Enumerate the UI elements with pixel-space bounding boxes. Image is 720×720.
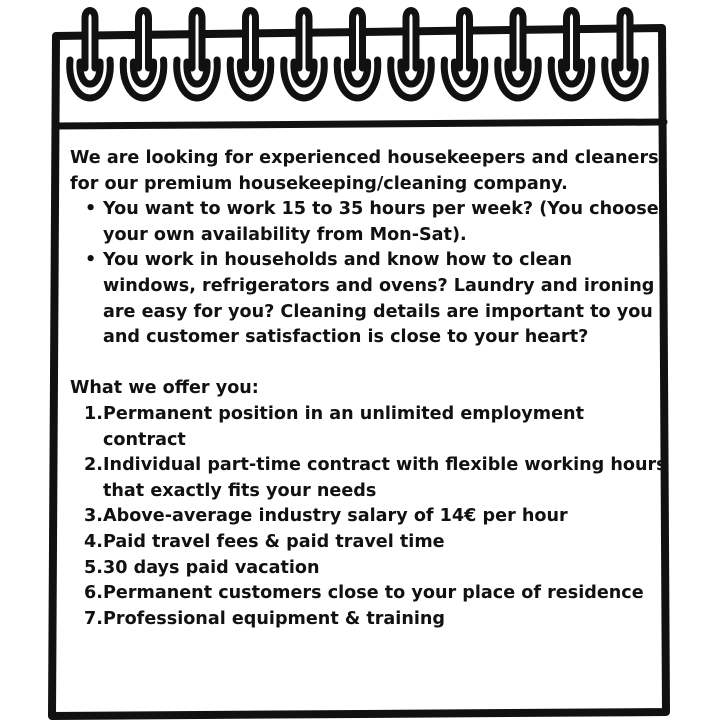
ring-wire [620,11,630,69]
ring-wire [85,11,95,69]
notepad-header-divider [56,122,664,126]
offer-item [70,504,670,530]
offer-item [70,581,670,607]
offer-number: 5. [84,557,103,578]
ring-wire [299,11,309,69]
ring-wire [139,11,149,69]
ring-wire [513,11,523,69]
offer-item [70,530,670,556]
offer-text: 30 days paid vacation [103,557,320,578]
ring-wire [460,11,470,69]
offer-item [70,607,670,633]
offer-text: Above-average industry salary of 14€ per hour [103,506,568,527]
requirement-item: • You work in households and know how to clean windows, refrigerators and ovens? Laundry and ironing are easy for you? Cleaning details are important to you and customer satisfaction is close to your heart? [70,248,670,350]
offer-item [70,453,670,504]
offer-number: 2. [84,455,103,476]
offer-text: Permanent customers close to your place of residence [103,583,644,604]
ring-wire [567,11,577,69]
requirement-item: • You want to work 15 to 35 hours per week? (You choose your own availability from Mon-Sat). [70,197,670,248]
offer-text: Permanent position in an unlimited employment contract [103,403,584,450]
offer-text: Professional equipment & training [103,608,445,629]
offer-text: Paid travel fees & paid travel time [103,531,445,552]
ring-wire [353,11,363,69]
intro-text: We are looking for experienced housekeepers and cleaners for our premium housekeeping/cleaning company. [70,148,659,194]
offer-list [70,402,670,632]
ring-wire [246,11,256,69]
offer-text: Individual part-time contract with flexible working hours that exactly fits your needs [103,455,667,501]
offer-number: 6. [84,583,103,604]
ring-wire [406,11,416,69]
offer-number: 1. [84,403,103,424]
offer-number: 7. [84,608,103,629]
ring-wire [192,11,202,69]
notepad-text [70,146,670,632]
offer-number: 3. [84,506,103,527]
offer-item [70,402,670,453]
offer-item [70,556,670,582]
requirements-list [70,197,670,351]
offer-heading: What we offer you: [70,378,259,399]
offer-number: 4. [84,531,103,552]
